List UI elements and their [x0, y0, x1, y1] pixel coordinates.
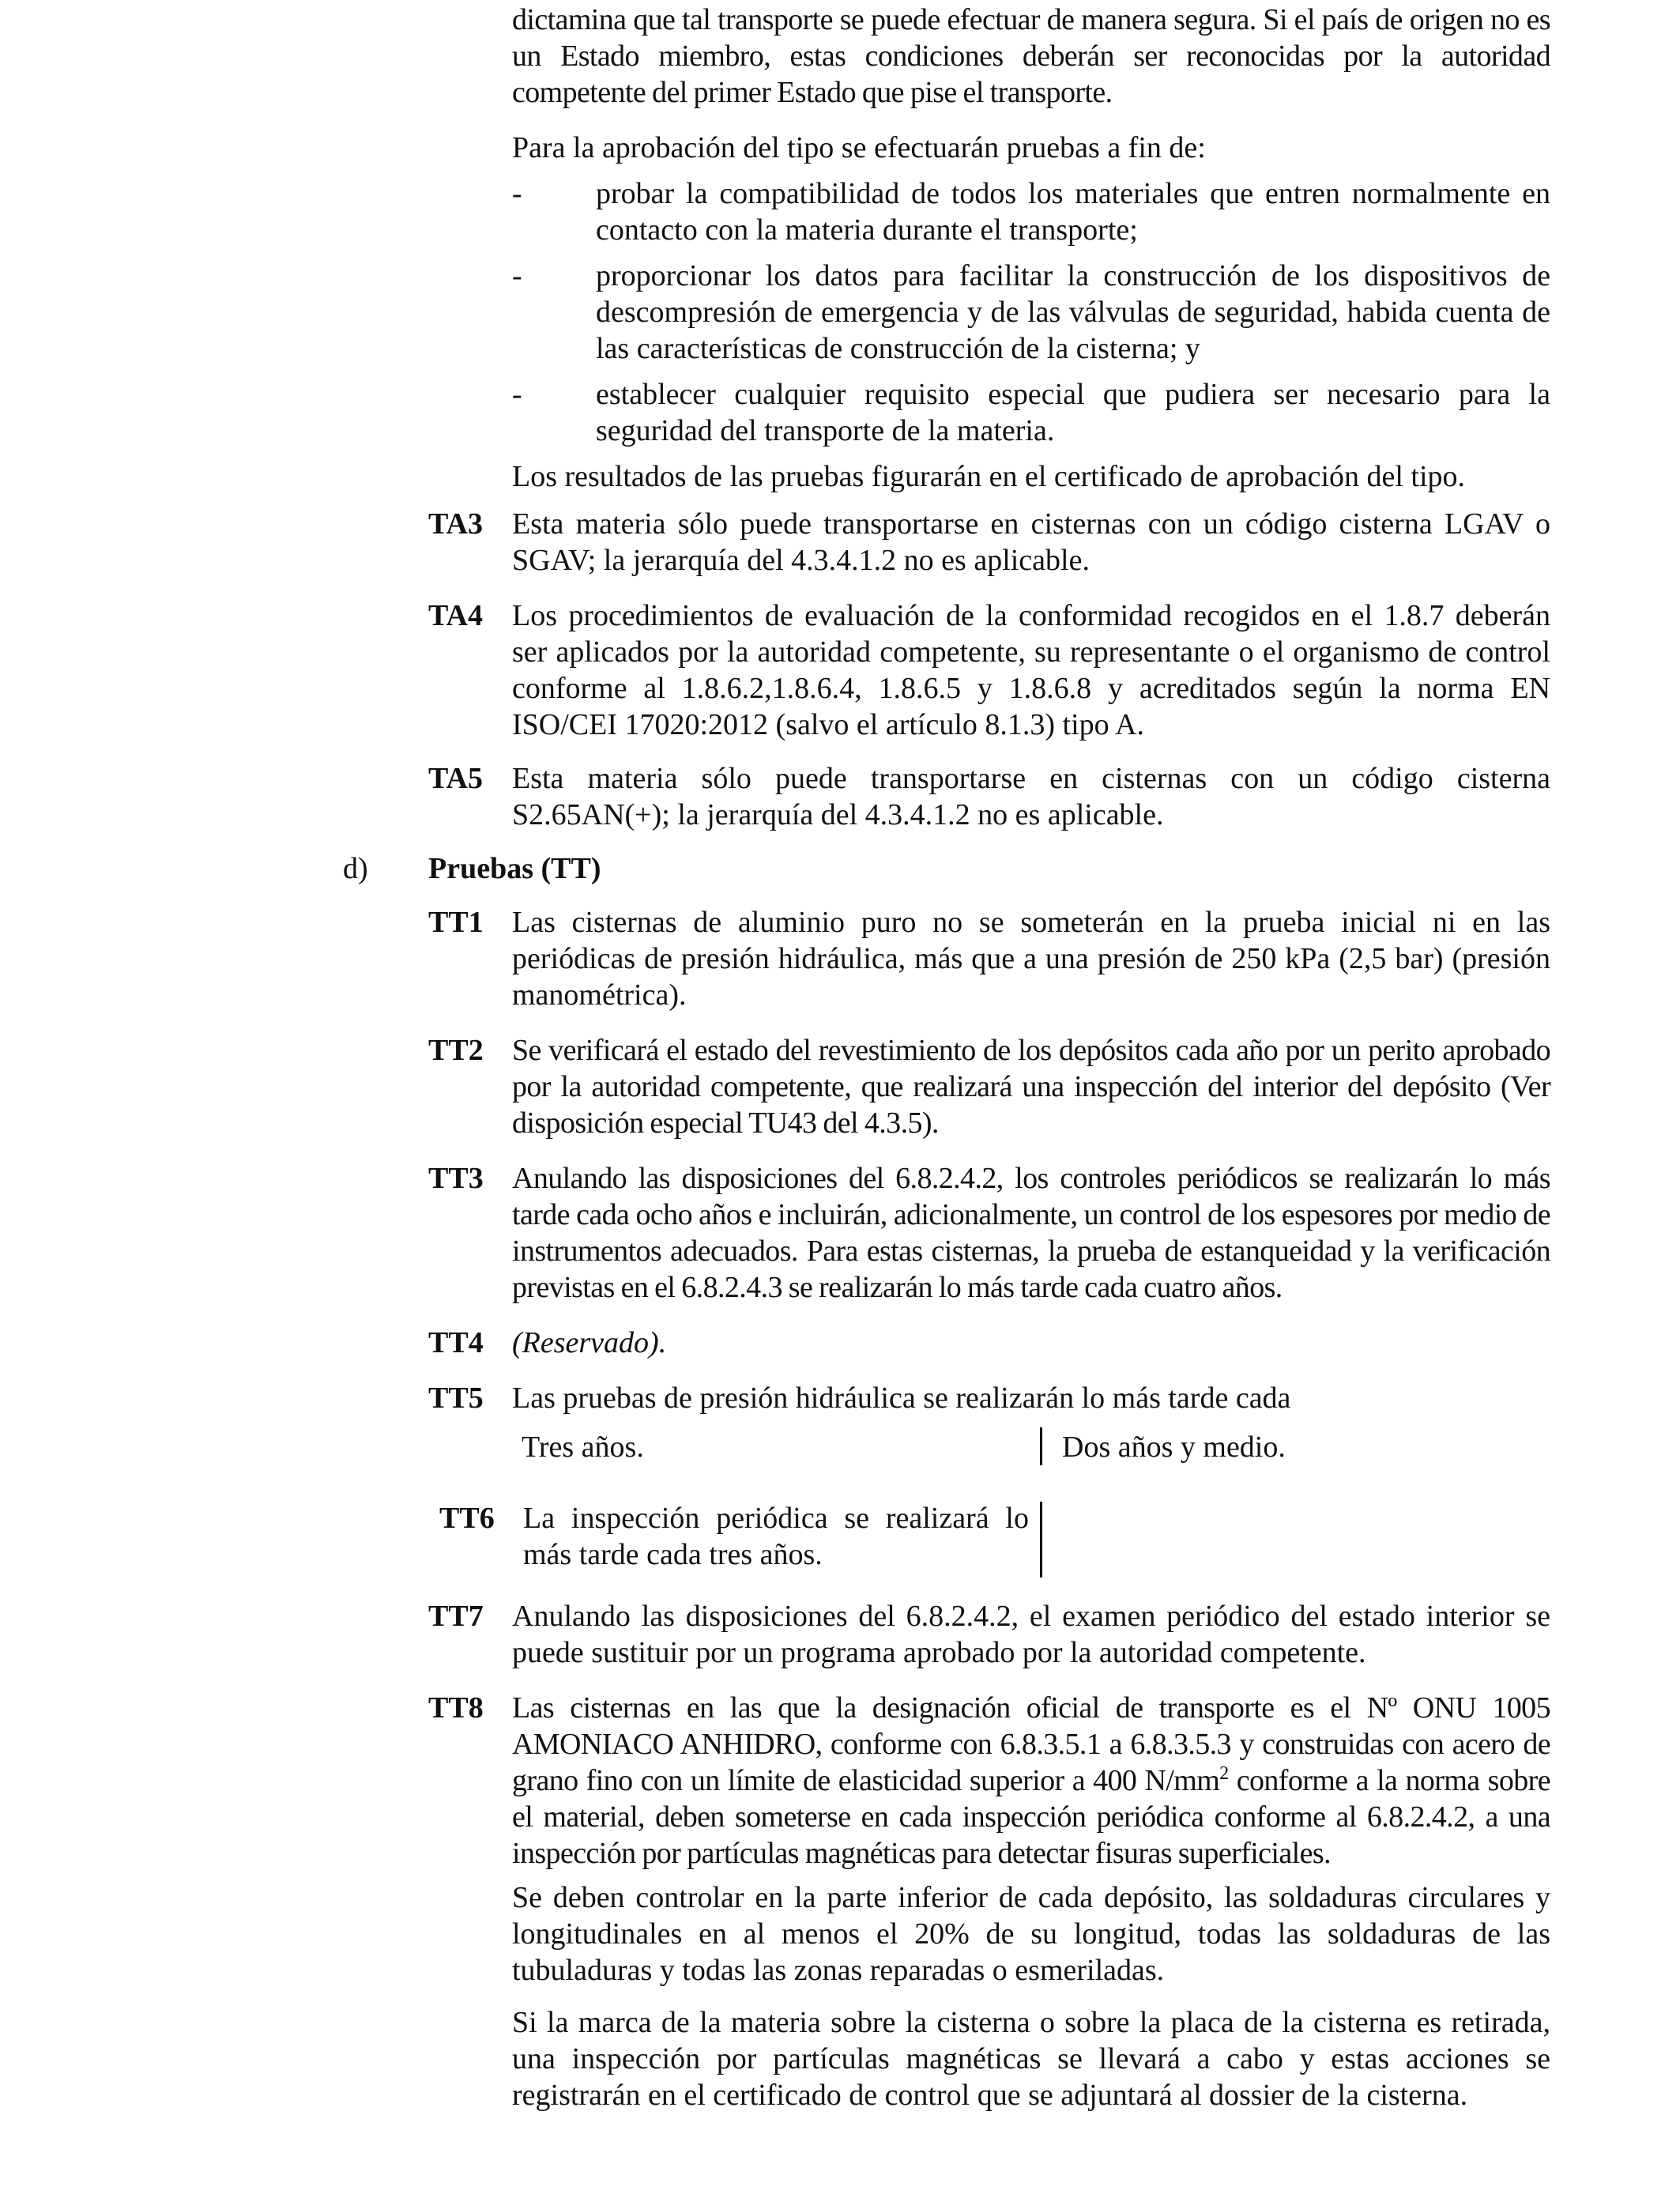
tt5-provision: TT5 Las pruebas de presión hidráulica se realizarán lo más tarde cada — [428, 1382, 1291, 1415]
column-divider — [1040, 1502, 1042, 1578]
tt2-provision: TT2 Se verificará el estado del revestimiento de los depósitos cada año por un perito aprobado por la autoridad competente, que realizará una inspección del interior del depósito (Ver disposición especial TU43 del 4.3.5). — [428, 1034, 1550, 1140]
intro-paragraph-3: Los resultados de las pruebas figurarán en el certificado de aprobación del tipo. — [512, 460, 1466, 493]
provision-code: TT3 — [428, 1162, 484, 1195]
column-divider — [1040, 1427, 1042, 1465]
list-item: - probar la compatibilidad de todos los materiales que entren normalmente en contacto con la materia durante el transporte; — [512, 177, 1550, 247]
intro-paragraph-2: Para la aprobación del tipo se efectuarán pruebas a fin de: — [512, 131, 1206, 164]
tt7-provision: TT7 Anulando las disposiciones del 6.8.2.4.2, el examen periódico del estado interior se puede sustituir por un programa aprobado por la autoridad competente. — [428, 1600, 1550, 1669]
tt8-provision: TT8 Las cisternas en las que la designación oficial de transporte es el Nº ONU 1005 AMONIACO ANHIDRO, conforme con 6.8.3.5.1 a 6.8.3.5.3 y construidas con acero de grano fino con un límite de elasticidad superior a 400 $N/mm^2$ conforme a la norma sobre el material, deben someterse en cada inspección periódica conforme al 6.8.2.4.2, a una inspección por partículas magnéticas para detectar fisuras superficiales. — [428, 1691, 1550, 1870]
tt1-provision: TT1 Las cisternas de aluminio puro no se someterán en la prueba inicial ni en las periódicas de presión hidráulica, más que a una presión de 250 kPa (2,5 bar) (presión manométrica). — [428, 906, 1550, 1012]
provision-code: TA3 — [428, 507, 483, 541]
tt8-paragraph-3: Si la marca de la materia sobre la cisterna o sobre la placa de la cisterna es retirada, una inspección por partículas magnéticas se llevará a cabo y estas acciones se registrarán en el certificado de control que se adjuntará al dossier de la cisterna. — [512, 2006, 1550, 2112]
tt8-paragraph-2: Se deben controlar en la parte inferior de cada depósito, las soldaduras circulares y longitudinales en al menos el 20% de su longitud, todas las soldaduras de las tubuladuras y todas las zonas reparadas o esmeriladas. — [512, 1881, 1550, 1987]
list-item: - establecer cualquier requisito especial que pudiera ser necesario para la seguridad del transporte de la materia. — [512, 378, 1550, 447]
tt3-provision: TT3 Anulando las disposiciones del 6.8.2.4.2, los controles periódicos se realizarán lo más tarde cada ocho años e incluirán, adicionalmente, un control de los espesores por medio de instrumentos adecuados. Para estas cisternas, la prueba de estanqueidad y la verificación previstas en el 6.8.2.4.3 se realizarán lo más tarde cada cuatro años. — [428, 1162, 1550, 1304]
provision-code: TT8 — [428, 1691, 484, 1725]
tt6-provision: TT6 La inspección periódica se realizará lo más tarde cada tres años. — [439, 1502, 1029, 1571]
provision-code: TT4 — [428, 1326, 484, 1359]
tt5-right-column-value: Dos años y medio. — [1062, 1431, 1286, 1464]
provision-code: TT7 — [428, 1600, 484, 1633]
provision-code: TA4 — [428, 599, 483, 632]
ta5-provision: TA5 Esta materia sólo puede transportarse en cisternas con un código cisterna S2.65AN(+); la jerarquía del 4.3.4.1.2 no es aplicable. — [428, 762, 1550, 831]
section-letter: d) — [343, 852, 368, 885]
intro-paragraph-1: dictamina que tal transporte se puede efectuar de manera segura. Si el país de origen no es un Estado miembro, estas condiciones deberán ser reconocidas por la autoridad competente del primer Estado que pise el transporte. — [512, 3, 1550, 109]
provision-code: TA5 — [428, 762, 483, 795]
provision-code: TT5 — [428, 1382, 484, 1415]
ta3-provision: TA3 Esta materia sólo puede transportarse en cisternas con un código cisterna LGAV o SGAV; la jerarquía del 4.3.4.1.2 no es aplicable. — [428, 507, 1550, 577]
provision-code: TT1 — [428, 906, 484, 939]
tt4-provision: TT4 (Reservado). — [428, 1326, 667, 1359]
tt5-left-column-value: Tres años. — [522, 1431, 644, 1464]
provision-code: TT6 — [439, 1502, 495, 1535]
ta4-provision: TA4 Los procedimientos de evaluación de la conformidad recogidos en el 1.8.7 deberán ser aplicados por la autoridad competente, su representante o el organismo de control conforme al 1.8.6.2,1.8.6.4, 1.8.6.5 y 1.8.6.8 y acreditados según la norma EN ISO/CEI 17020:2012 (salvo el artículo 8.1.3) tipo A. — [428, 599, 1550, 741]
list-item: - proporcionar los datos para facilitar la construcción de los dispositivos de descompresión de emergencia y de las válvulas de seguridad, habida cuenta de las características de construcción de la cisterna; y — [512, 259, 1550, 365]
section-title: Pruebas (TT) — [428, 852, 601, 885]
provision-code: TT2 — [428, 1034, 484, 1067]
